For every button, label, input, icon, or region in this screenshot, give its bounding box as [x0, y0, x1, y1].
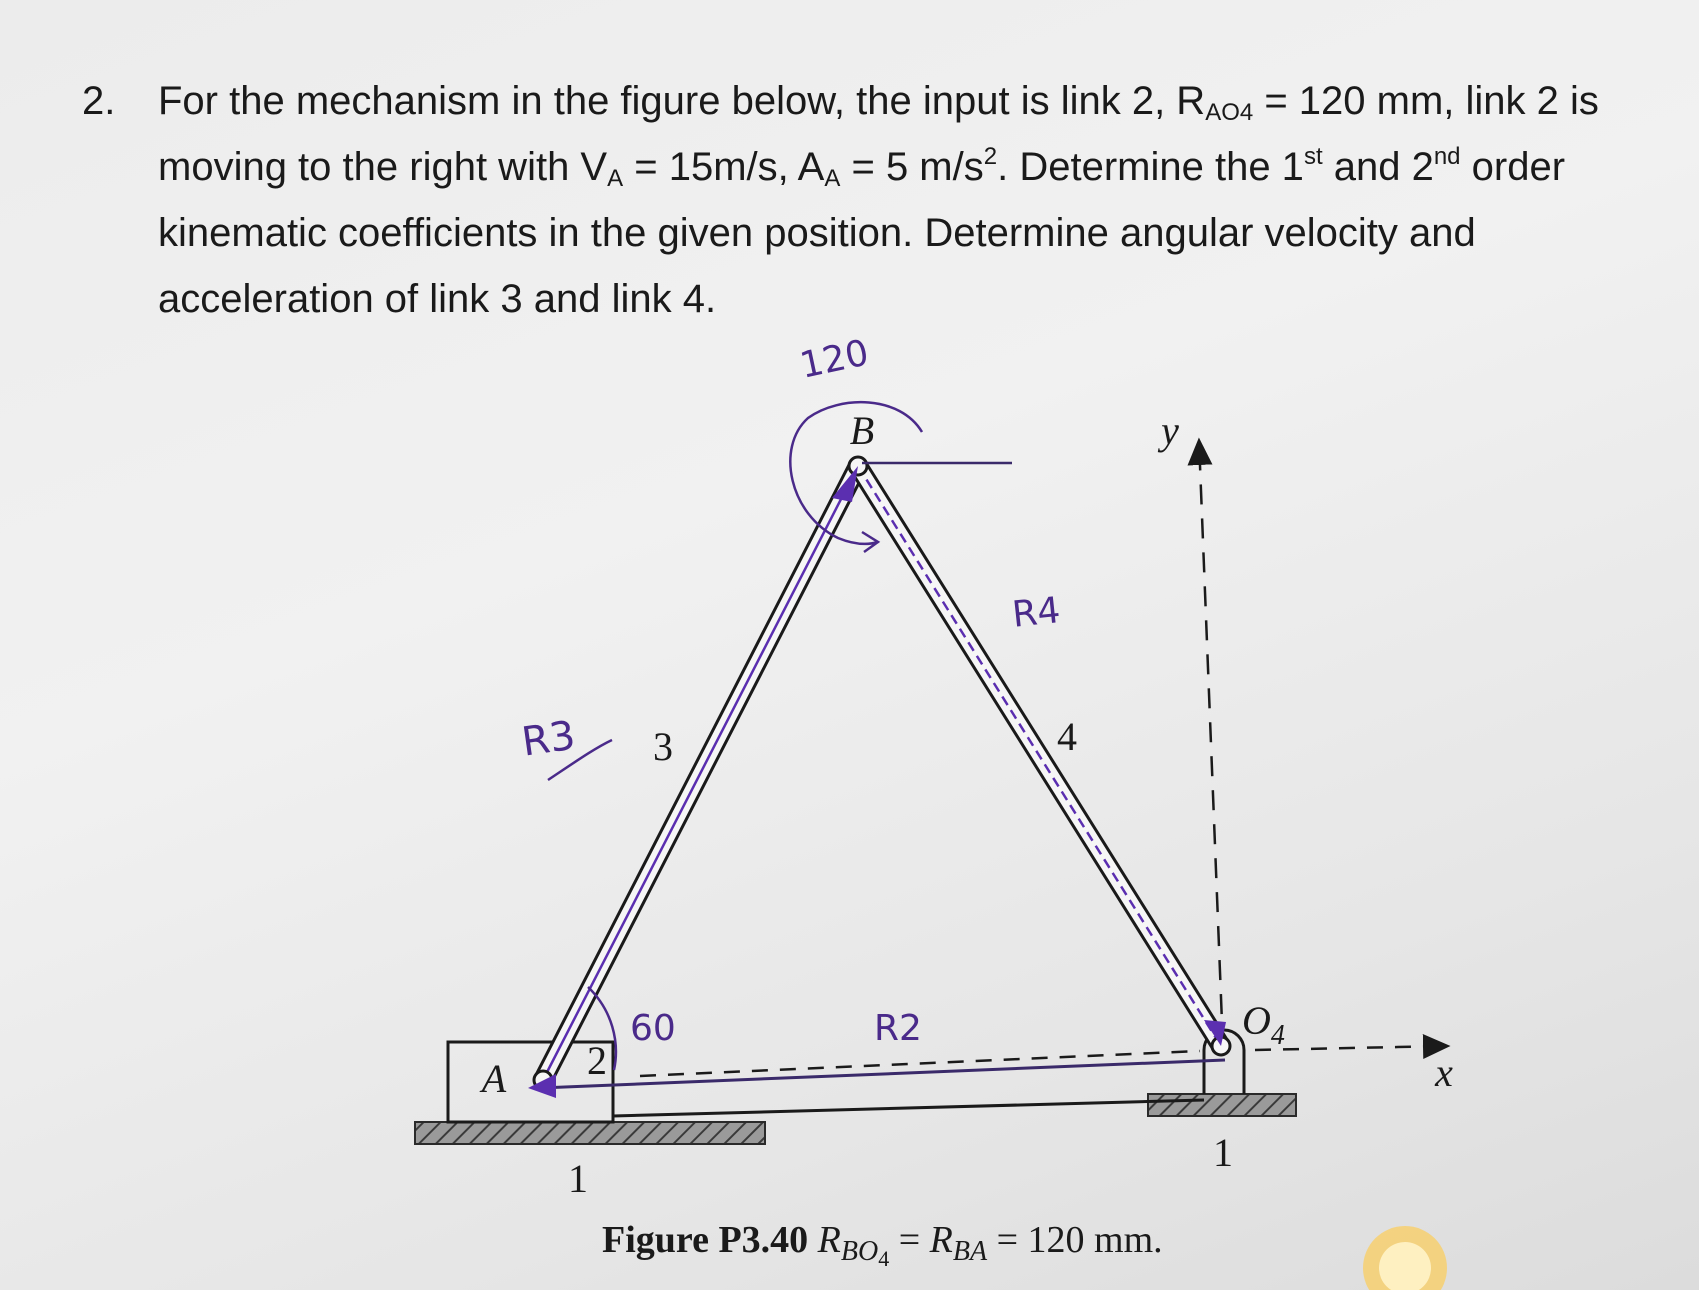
label-link-2: 2	[587, 1038, 607, 1083]
figure-caption: Figure P3.40 $R_{BO}4 = R_{BA} = 120$ mm.	[602, 1219, 1163, 1271]
ground-right-hatch	[1148, 1094, 1296, 1116]
link-4	[858, 466, 1221, 1046]
label-ground-left: 1	[568, 1156, 588, 1201]
y-axis	[1199, 440, 1223, 1048]
r2-vector-line	[540, 1060, 1225, 1088]
label-x: x	[1435, 1050, 1453, 1095]
problem-line-4: acceleration of link 3 and link 4.	[158, 277, 717, 321]
problem-line-1: For the mechanism in the figure below, the input is link 2, $R_{AO4} = 120$ mm, link 2 is	[158, 79, 1599, 126]
label-b: B	[849, 408, 875, 453]
handwritten-r4: R4	[1010, 590, 1063, 636]
handwritten-r2: R2	[874, 1008, 922, 1049]
problem-line-3: kinematic coefficients in the given position. Determine angular velocity and	[158, 211, 1476, 255]
problem-line-2: moving to the right with $V_A = 15m/s$, $A_A = 5$ $m/s^2$. Determine the 1st and 2nd order	[158, 143, 1566, 192]
label-o4: $O_4$	[1242, 998, 1285, 1051]
problem-number: 2.	[82, 79, 116, 123]
ground-left-hatch	[415, 1122, 765, 1144]
handwritten-angle-60: 60	[630, 1008, 676, 1049]
r2-lower-line	[613, 1100, 1204, 1116]
handwritten-r3: R3	[518, 712, 579, 766]
label-link-4: 4	[1057, 714, 1077, 759]
label-ground-right: 1	[1213, 1130, 1233, 1175]
handwritten-angle-120: 120	[796, 332, 873, 387]
label-a: A	[481, 1056, 507, 1101]
label-link-3: 3	[653, 724, 673, 769]
label-y: y	[1161, 408, 1179, 453]
